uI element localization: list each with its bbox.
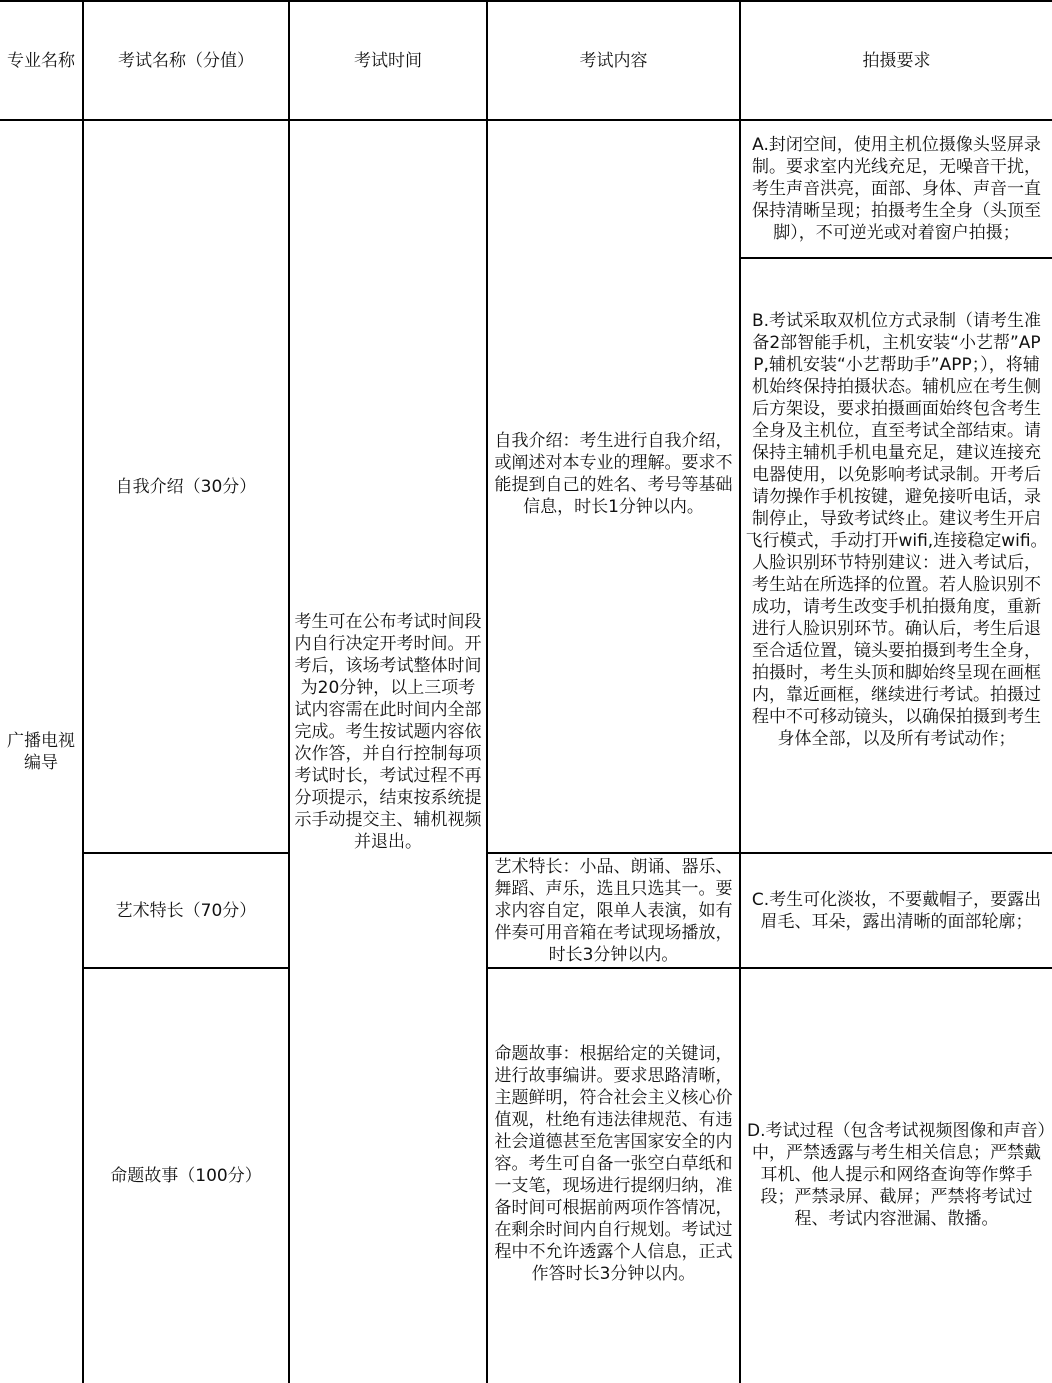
exam-name-art-talent: 艺术特长（70分）	[115, 900, 257, 921]
requirement-a: A.封闭空间，使用主机位摄像头竖屏录制。要求室内光线充足，无噪音干扰，考生声音洪亮，面部、身体、声音一直保持清晰呈现；拍摄考生全身（头顶至脚），不可逆光或对着窗户拍摄；	[752, 135, 1041, 243]
header-exam-time: 考试时间	[354, 50, 422, 71]
exam-name-self-intro: 自我介绍（30分）	[115, 476, 257, 497]
exam-time-text: 考生可在公布考试时间段内自行决定开考时间。开考后，该场考试整体时间为20分钟，以上三项考试内容需在此时间内全部完成。考生按试题内容依次作答，并自行控制每项考试时长，考试过程不再分项提示，结束按系统提示手动提交主、辅机视频并退出。	[294, 612, 482, 852]
requirement-d: D.考试过程（包含考试视频图像和声音）中，严禁透露与考生相关信息；严禁戴耳机、他人提示和网络查询等作弊手段；严禁录屏、截屏；严禁将考试过程、考试内容泄漏、散播。	[747, 1121, 1046, 1229]
exam-name-story: 命题故事（100分）	[110, 1166, 262, 1186]
header-exam-name: 考试名称（分值）	[118, 50, 254, 71]
exam-content-story: 命题故事：根据给定的关键词，进行故事编讲。要求思路清晰，主题鲜明，符合社会主义核心价值观，杜绝有违法律规范、有违社会道德甚至危害国家安全的内容。考生可自备一张空白草纸和一支笔，现场进行提纲归纳，准备时间可根据前两项作答情况，在剩余时间内自行规划。考试过程中不允许透露个人信息，正式作答时长3分钟以内。	[494, 1044, 733, 1284]
row-border-content-2	[488, 967, 739, 969]
header-exam-content: 考试内容	[579, 50, 648, 71]
row-border-req-a	[741, 257, 1052, 259]
major-name: 广播电视编导	[7, 731, 75, 773]
requirement-c: C.考生可化淡妆，不要戴帽子，要露出眉毛、耳朵，露出清晰的面部轮廓；	[751, 889, 1042, 932]
exam-content-self-intro: 自我介绍：考生进行自我介绍，或阐述对本专业的理解。要求不能提到自己的姓名、考号等基础信息，时长1分钟以内。	[494, 431, 733, 517]
header-major: 专业名称	[7, 50, 75, 71]
header-shooting-requirements: 拍摄要求	[862, 50, 931, 71]
exam-content-art-talent: 艺术特长：小品、朗诵、器乐、舞蹈、声乐，选且只选其一。要求内容自定，限单人表演，如有伴奏可用音箱在考试现场播放，时长3分钟以内。	[494, 856, 733, 965]
row-border-req-c	[741, 967, 1052, 969]
requirement-b: B.考试采取双机位方式录制（请考生准备2部智能手机，主机安装“小艺帮”APP,辅机安装“小艺帮助手”APP；），将辅机始终保持拍摄状态。辅机应在考生侧后方架设，要求拍摄画面始终包含考生全身及主机位，直至考试全部结束。请保持主辅机手机电量充足，建议连接充电器使用，以免影响考试录制。开考后请勿操作手机按键，避免接听电话，录制停止，导致考试终止。建议考生开启飞行模式，手动打开wifi,连接稳定wifi。人脸识别环节特别建议：进入考试后，考生站在所选择的位置。若人脸识别不成功，请考生改变手机拍摄角度，重新进行人脸识别环节。确认后，考生后退至合适位置，镜头要拍摄到考生全身，拍摄时，考生头顶和脚始终呈现在画框内，靠近画框，继续进行考试。拍摄过程中不可移动镜头，以确保拍摄到考生身体全部，以及所有考试动作；	[745, 311, 1048, 749]
